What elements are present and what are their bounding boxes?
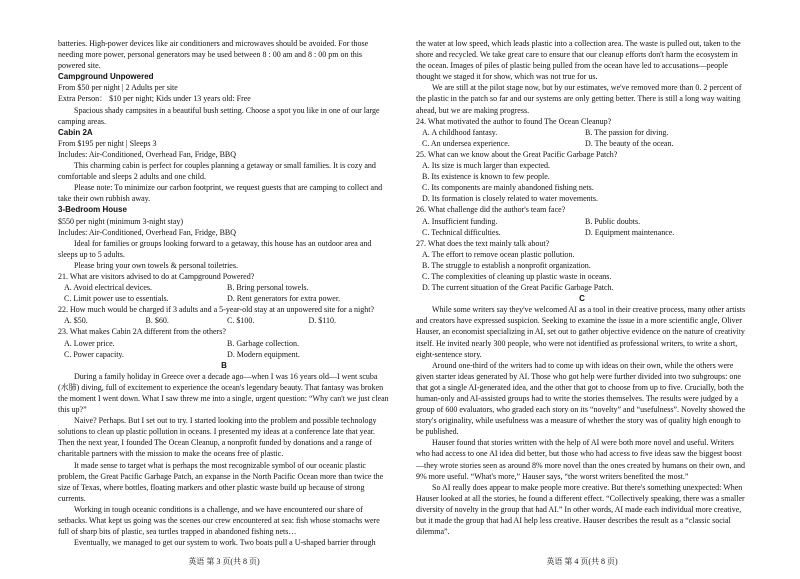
right-column — [416, 38, 748, 537]
paragraph: During a family holiday in Greece over a decade ago—when I was 16 years old—I went scuba (水肺) diving, full of excitement to experience the ocean's legendary beauty. That fantasy was broken the moment I went down. What I saw threw me into a single, urgent question: “Why can't we just clean this up?” — [58, 371, 389, 415]
option: A. Insufficient funding. — [422, 216, 498, 226]
option: A. The effort to remove ocean plastic pollution. — [422, 249, 575, 259]
option: C. Technical difficulties. — [422, 227, 501, 237]
question-22 — [58, 304, 390, 326]
question-stem: 26. What challenge did the author's team face? — [416, 205, 566, 215]
passage-b-continued — [416, 38, 748, 116]
option: A. Avoid electrical devices. — [64, 283, 153, 293]
paragraph: Working in tough oceanic conditions is a challenge, and we have encountered our share of setbacks. What kept us going was the scenes our crew encountered at sea: fish whose stomachs were full of sharp bits of plastic, sea turtles trapped in abandoned fishing nets… — [58, 504, 380, 537]
question-stem: 23. What makes Cabin 2A different from the others? — [58, 327, 226, 337]
price-line: From $195 per night | Sleeps 3 — [58, 138, 157, 148]
page-footer-right: 英语 第 4 页(共 8 页) — [546, 557, 618, 566]
option: C. Limit power use to essentials. — [64, 294, 169, 304]
option: B. $60. — [145, 316, 169, 326]
question-21 — [58, 271, 390, 304]
paragraph: batteries. High-power devices like air conditioners and microwaves should be avoided. For those needing more power, personal generators may be used between 8 : 00 am and 8 : 00 pm on this powered site. — [58, 39, 369, 71]
option: C. $100. — [227, 316, 255, 326]
question-stem: 22. How much would be charged if 3 adults and a 5-year-old stay at an unpowered site for a night? — [58, 305, 375, 315]
option: C. An undersea experience. — [422, 138, 510, 148]
price-line: From $50 per night | 2 Adults per site — [58, 83, 178, 93]
option: C. Its components are mainly abandoned fishing nets. — [422, 183, 594, 193]
paragraph: Ideal for families or groups looking forward to a getaway, this house has an outdoor area and sleeps up to 5 adults. — [58, 238, 372, 259]
option: A. $50. — [64, 316, 88, 326]
price-line: Extra Person： $10 per night; Kids under 13 years old: Free — [58, 94, 251, 104]
option: D. Equipment maintenance. — [585, 227, 675, 237]
section-label-c: C — [579, 294, 585, 304]
section-heading: Campground Unpowered — [58, 72, 154, 82]
question-25 — [416, 149, 748, 204]
question-stem: 25. What can we know about the Great Pacific Garbage Patch? — [416, 149, 618, 159]
option: A. A childhood fantasy. — [422, 127, 498, 137]
passage-a-text — [58, 38, 390, 271]
option: D. Rent generators for extra power. — [227, 294, 341, 304]
passage-c-text — [416, 304, 748, 537]
question-27 — [416, 238, 748, 293]
option: B. Its existence is known to few people. — [422, 172, 550, 182]
paragraph: While some writers say they've welcomed AI as a tool in their creative process, many other artists and creators have expressed suspicion. Seeking to examine the issue in a more scientific angle, Oliver Hauser, an economist specializing in AI, set out to gather objective evidence on the nature of creativity itself. He invited nearly 300 people, who were not identified as professional writers, to write a short, eight-sentence story. — [416, 305, 746, 359]
option: D. Modern equipment. — [227, 349, 300, 359]
question-stem: 24. What motivated the author to found The Ocean Cleanup? — [416, 116, 612, 126]
page-footer-left: 英语 第 3 页(共 8 页) — [188, 557, 260, 566]
paragraph: the water at low speed, which leads plastic into a collection area. The waste is pulled out, taken to the shore and recycled. We take great care to ensure that our cleanup efforts don't harm the ecosystem in the ocean. Images of piles of plastic being pulled from the ocean have led to accusations—people thought we staged it for show, which was not true for us. — [416, 39, 741, 82]
paragraph: Spacious shady campsites in a beautiful bush setting. Choose a spot you like in one of our large camping areas. — [58, 105, 380, 126]
paragraph: Please bring your own towels & personal toiletries. — [74, 260, 238, 270]
section-heading: 3-Bedroom House — [58, 205, 127, 215]
option: B. Garbage collection. — [227, 338, 299, 348]
paragraph: This charming cabin is perfect for couples planning a getaway or small families. It is cozy and comfortable and sleeps 2 adults and one child. — [58, 161, 376, 182]
option: B. The passion for diving. — [585, 127, 669, 137]
passage-b-text — [58, 371, 390, 549]
left-column — [58, 38, 390, 548]
option: A. Its size is much larger than expected. — [422, 161, 551, 171]
paragraph: Naive? Perhaps. But I set out to try. I started looking into the problem and possible technology solutions to clean up plastic pollution in oceans. I presented my ideas at a conference late that year. Then the next year, I founded The Ocean Cleanup, a nonprofit funded by donations and a range of charitable partners with the mission to make the oceans free of plastic. — [58, 416, 377, 459]
question-26 — [416, 204, 748, 237]
section-label-b: B — [221, 360, 227, 370]
question-stem: 21. What are visitors advised to do at Campground Powered? — [58, 271, 255, 281]
option: B. The struggle to establish a nonprofit organization. — [422, 260, 591, 270]
option: B. Bring personal towels. — [227, 283, 309, 293]
paragraph: It made sense to target what is perhaps the most recognizable symbol of our oceanic plastic problem, the Great Pacific Garbage Patch, an expanse in the North Pacific Ocean more than twice the size of Texas, where bottles, floating markers and other plastic waste build up because of strong currents. — [58, 460, 384, 503]
paragraph: Hauser found that stories written with the help of AI were both more novel and useful. Writers who had access to one AI idea did better, but those who had access to five ideas saw the biggest boost—they wrote stories seen as around 8% more novel than the ones created by humans on their own, and 9% more useful. “What's more,” Hauser says, “the worst writers benefited the most.” — [416, 438, 746, 481]
paragraph: Please note: To minimize our carbon footprint, we request guests that are camping to collect and take their own rubbish away. — [58, 183, 383, 204]
question-stem: 27. What does the text mainly talk about? — [416, 238, 550, 248]
section-heading: Cabin 2A — [58, 127, 93, 137]
option: C. Power capacity. — [64, 349, 124, 359]
price-line: $550 per night (minimum 3-night stay) — [58, 216, 184, 226]
option: D. The beauty of the ocean. — [585, 138, 674, 148]
paragraph: We are still at the pilot stage now, but by our estimates, we've removed more than 0. 2 percent of the plastic in the patch so far and our systems are only getting better. There is still a long way waiting ahead, but we are making progress. — [416, 83, 742, 115]
option: D. Its formation is closely related to water movements. — [422, 194, 598, 204]
paragraph: Around one-third of the writers had to come up with ideas on their own, while the others were given starter ideas generated by AI. Those who got help were further divided into two subgroups: one that got a single AI-generated idea, and the other that got to choose from up to five. Crucially, both the human-only and AI-assisted groups had to write the stories themselves. The results were judged by a group of 600 evaluators, who graded each story on its “novelty” and “usefulness”. Novelty showed the story's originality, while usefulness was a measure of whether the story was of quality high enough to be published. — [416, 360, 746, 437]
includes-line: Includes: Air-Conditioned, Overhead Fan, Fridge, BBQ — [58, 227, 237, 237]
option: C. The complexities of cleaning up plastic waste in oceans. — [422, 271, 612, 281]
option: B. Public doubts. — [585, 216, 641, 226]
paragraph: So AI really does appear to make people more creative. But there's something unexpected: When Hauser looked at all the stories, he found a different effect. “Collectively speaking, there was a smaller diversity of novelty in the group that had AI.” In other words, AI made each individual more creative, but it made the group that had AI help less creative. Hauser describes the result as a “classic social dilemma”. — [416, 482, 745, 537]
paragraph: Eventually, we managed to get our system to work. Two boats pull a U-shaped barrier through — [74, 538, 376, 548]
question-23 — [58, 326, 390, 359]
question-24 — [416, 116, 748, 149]
option: D. $110. — [308, 316, 336, 326]
option: A. Lower price. — [64, 338, 115, 348]
option: D. The current situation of the Great Pacific Garbage Patch. — [422, 283, 614, 293]
includes-line: Includes: Air-Conditioned, Overhead Fan, Fridge, BBQ — [58, 149, 237, 159]
